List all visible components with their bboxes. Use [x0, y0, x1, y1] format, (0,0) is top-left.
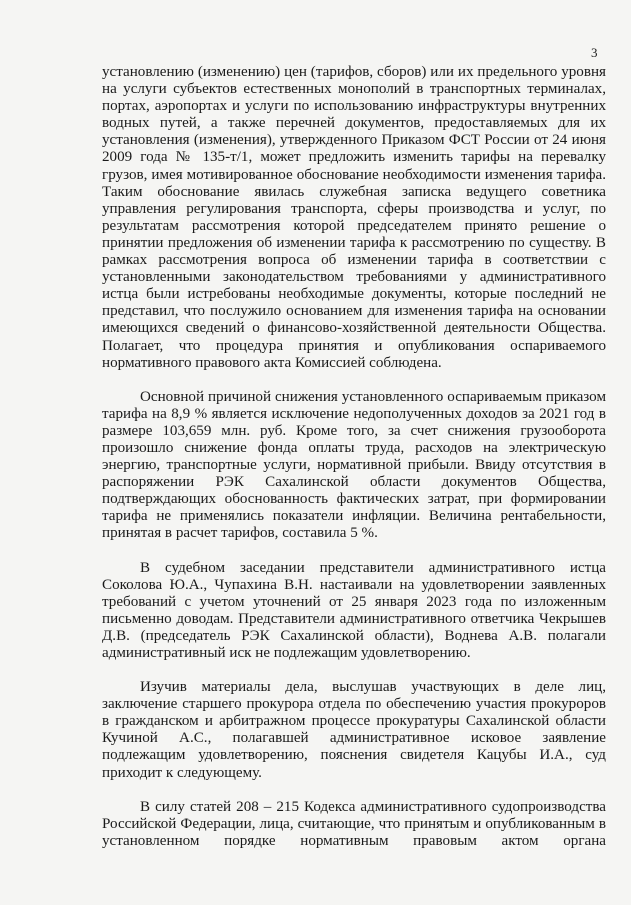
- paragraph-court-findings: Изучив материалы дела, выслушав участвующих в деле лиц, заключение старшего прокурора отдела по обеспечению участия прокуроров в гражданском и арбитражном процессе прокуратуры Сахалинской области Кучиной А.С., полагавшей административное исковое заявление подлежащим удовлетворению, пояснения свидетеля Кацубы И.А., суд приходит к следующему.: [102, 679, 606, 781]
- page-number: 3: [591, 45, 598, 60]
- paragraph-legal-basis: В силу статей 208 – 215 Кодекса административного судопроизводства Российской Федерации, лица, считающие, что принятым и опубликованным в установленном порядке нормативным правовым актом органа: [102, 798, 606, 849]
- paragraph-tariff-procedure: установлению (изменению) цен (тарифов, сборов) или их предельного уровня на услуги субъектов естественных монополий в транспортных терминалах, портах, аэропортах и услуги по использованию инфраструктуры внутренних водных путей, а также перечней документов, предоставляемых для их установления (изменения), утвержденного Приказом ФСТ России от 24 июня 2009 года № 135-т/1, может предложить изменить тарифы на перевалку грузов, имея мотивированное обоснование необходимости изменения тарифа. Таким обоснование явилась служебная записка ведущего советника управления регулирования транспорта, сферы производства и услуг, по результатам рассмотрения которой председателем принято решение о принятии предложения об изменении тарифа к рассмотрению по существу. В рамках рассмотрения вопроса об изменении тарифа в соответствии с установленными законодательством требованиями у административного истца были истребованы необходимые документы, которые последний не представил, что послужило основанием для изменения тарифа на основании имеющихся сведений о финансово-хозяйственной деятельности Общества. Полагает, что процедура принятия и опубликования оспариваемого нормативного правового акта Комиссией соблюдена.: [102, 64, 606, 371]
- paragraph-court-session: В судебном заседании представители административного истца Соколова Ю.А., Чупахина В.Н. настаивали на удовлетворении заявленных требований с учетом уточнений от 25 января 2023 года по изложенным письменно доводам. Представители административного ответчика Чекрышев Д.В. (председатель РЭК Сахалинской области), Воднева А.В. полагали административный иск не подлежащим удовлетворению.: [102, 559, 606, 661]
- document-body: [102, 64, 606, 850]
- paragraph-tariff-reduction-reason: Основной причиной снижения установленного оспариваемым приказом тарифа на 8,9 % является исключение недополученных доходов за 2021 год в размере 103,659 млн. руб. Кроме того, за счет снижения грузооборота произошло снижение фонда оплаты труда, расходов на электрическую энергию, транспортные услуги, нормативной прибыли. Ввиду отсутствия в распоряжении РЭК Сахалинской области документов Общества, подтверждающих обоснованность фактических затрат, при формировании тарифа не применялись показатели инфляции. Величина рентабельности, принятая в расчет тарифов, составила 5 %.: [102, 388, 606, 542]
